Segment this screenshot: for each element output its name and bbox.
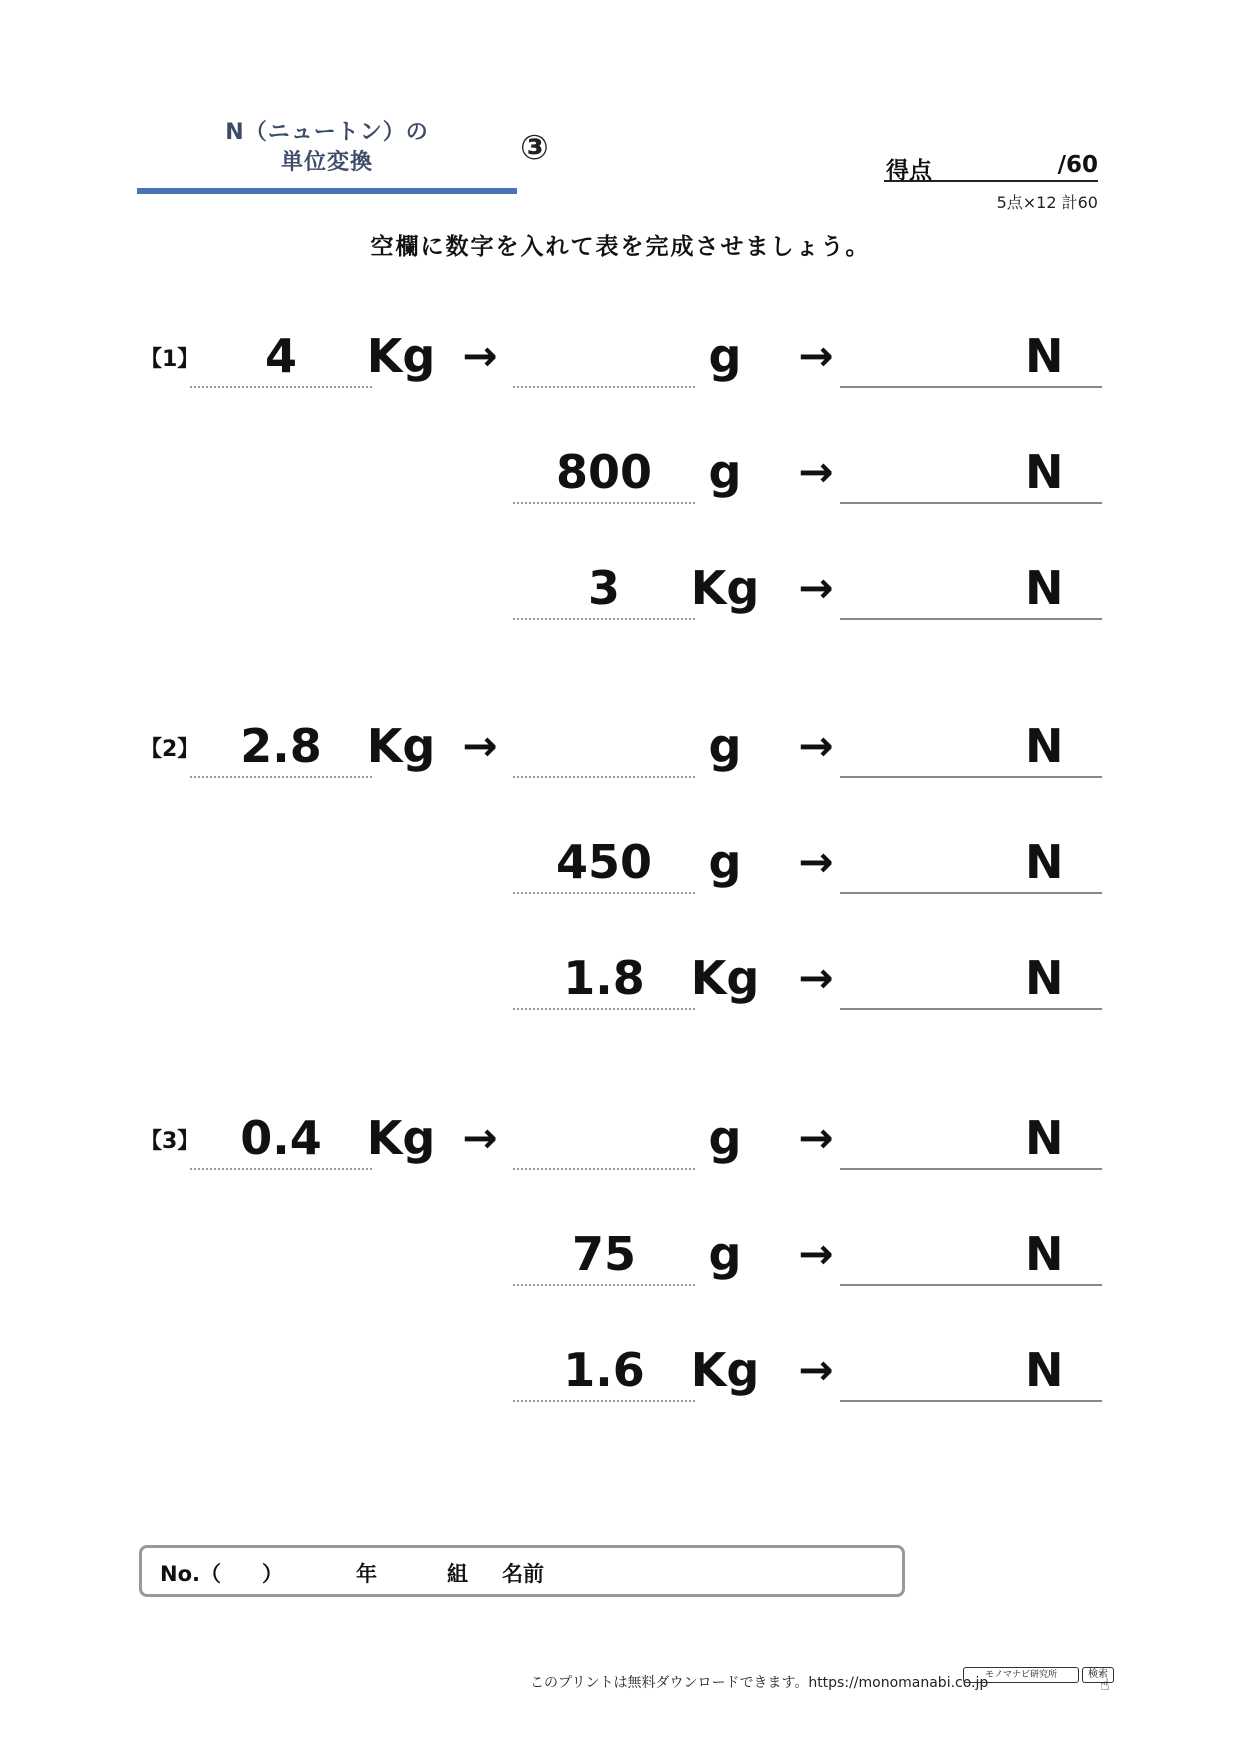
year-label: 年 bbox=[356, 1562, 377, 1586]
given-value: 1.8 bbox=[563, 951, 645, 1005]
answer-line-n[interactable] bbox=[840, 892, 1102, 894]
no-close: ） bbox=[262, 1562, 283, 1586]
worksheet-title bbox=[137, 118, 517, 178]
answer-line-n[interactable] bbox=[840, 776, 1102, 778]
unit-n: N bbox=[1025, 445, 1064, 499]
answer-line-g[interactable] bbox=[513, 386, 695, 388]
answer-line-n[interactable] bbox=[840, 618, 1102, 620]
given-value-line bbox=[513, 1400, 695, 1402]
no-label: No.（ bbox=[160, 1562, 221, 1586]
start-unit: Kg bbox=[366, 719, 436, 773]
given-value: 3 bbox=[587, 561, 620, 615]
given-value-line bbox=[513, 1284, 695, 1286]
answer-line-n[interactable] bbox=[840, 386, 1102, 388]
problem-label: 【1】 bbox=[140, 347, 200, 372]
answer-line-g[interactable] bbox=[513, 776, 695, 778]
search-box: モノマナビ研究所 bbox=[963, 1667, 1079, 1683]
unit-n: N bbox=[1025, 835, 1064, 889]
unit-n: N bbox=[1025, 561, 1064, 615]
name-box bbox=[139, 1545, 905, 1597]
arrow-icon: → bbox=[798, 1113, 834, 1162]
arrow-icon: → bbox=[798, 1345, 834, 1394]
arrow-icon: → bbox=[798, 1229, 834, 1278]
worksheet-number: ③ bbox=[520, 128, 549, 168]
start-value: 0.4 bbox=[240, 1111, 322, 1165]
arrow-icon: → bbox=[798, 837, 834, 886]
given-unit: g bbox=[708, 835, 742, 889]
answer-line-n[interactable] bbox=[840, 1008, 1102, 1010]
answer-line-n[interactable] bbox=[840, 1400, 1102, 1402]
search-button: 検索 bbox=[1082, 1667, 1114, 1683]
name-label: 名前 bbox=[502, 1562, 544, 1586]
given-unit: g bbox=[708, 445, 742, 499]
arrow-icon: → bbox=[798, 563, 834, 612]
arrow-icon: → bbox=[462, 721, 498, 770]
given-value: 75 bbox=[571, 1227, 636, 1281]
answer-line-n[interactable] bbox=[840, 1284, 1102, 1286]
score-label: 得点 bbox=[886, 158, 932, 184]
unit-n: N bbox=[1025, 719, 1064, 773]
unit-n: N bbox=[1025, 329, 1064, 383]
instruction: 空欄に数字を入れて表を完成させましょう。 bbox=[370, 234, 871, 260]
problem-label: 【3】 bbox=[140, 1129, 200, 1154]
given-value: 800 bbox=[555, 445, 653, 499]
title-line-1: N（ニュートン）の bbox=[225, 120, 429, 145]
given-value-line bbox=[513, 1008, 695, 1010]
start-unit: Kg bbox=[366, 329, 436, 383]
start-value-line bbox=[190, 1168, 372, 1170]
given-unit: Kg bbox=[690, 1343, 760, 1397]
problem-label: 【2】 bbox=[140, 737, 200, 762]
pointer-hand-icon: ☝ bbox=[1100, 1675, 1110, 1694]
unit-n: N bbox=[1025, 951, 1064, 1005]
mid-unit: g bbox=[708, 329, 742, 383]
answer-line-n[interactable] bbox=[840, 502, 1102, 504]
start-value-line bbox=[190, 386, 372, 388]
given-value-line bbox=[513, 502, 695, 504]
answer-line-n[interactable] bbox=[840, 1168, 1102, 1170]
arrow-icon: → bbox=[462, 331, 498, 380]
given-unit: g bbox=[708, 1227, 742, 1281]
mid-unit: g bbox=[708, 1111, 742, 1165]
score-note: 5点×12 計60 bbox=[996, 193, 1098, 212]
given-value: 1.6 bbox=[563, 1343, 645, 1397]
unit-n: N bbox=[1025, 1111, 1064, 1165]
given-value-line bbox=[513, 618, 695, 620]
given-unit: Kg bbox=[690, 561, 760, 615]
start-value-line bbox=[190, 776, 372, 778]
class-label: 組 bbox=[447, 1562, 468, 1586]
score-max: /60 bbox=[1057, 152, 1098, 178]
title-underline bbox=[137, 188, 517, 194]
start-value: 2.8 bbox=[240, 719, 322, 773]
given-value: 450 bbox=[555, 835, 653, 889]
answer-line-g[interactable] bbox=[513, 1168, 695, 1170]
footer-text: このプリントは無料ダウンロードできます。https://monomanabi.co.jp bbox=[530, 1675, 989, 1691]
arrow-icon: → bbox=[798, 953, 834, 1002]
start-value: 4 bbox=[264, 329, 297, 383]
start-unit: Kg bbox=[366, 1111, 436, 1165]
given-value-line bbox=[513, 892, 695, 894]
unit-n: N bbox=[1025, 1227, 1064, 1281]
title-line-2: 単位変換 bbox=[280, 150, 373, 175]
arrow-icon: → bbox=[798, 331, 834, 380]
unit-n: N bbox=[1025, 1343, 1064, 1397]
score-field bbox=[884, 150, 1098, 182]
mid-unit: g bbox=[708, 719, 742, 773]
given-unit: Kg bbox=[690, 951, 760, 1005]
arrow-icon: → bbox=[462, 1113, 498, 1162]
arrow-icon: → bbox=[798, 721, 834, 770]
arrow-icon: → bbox=[798, 447, 834, 496]
